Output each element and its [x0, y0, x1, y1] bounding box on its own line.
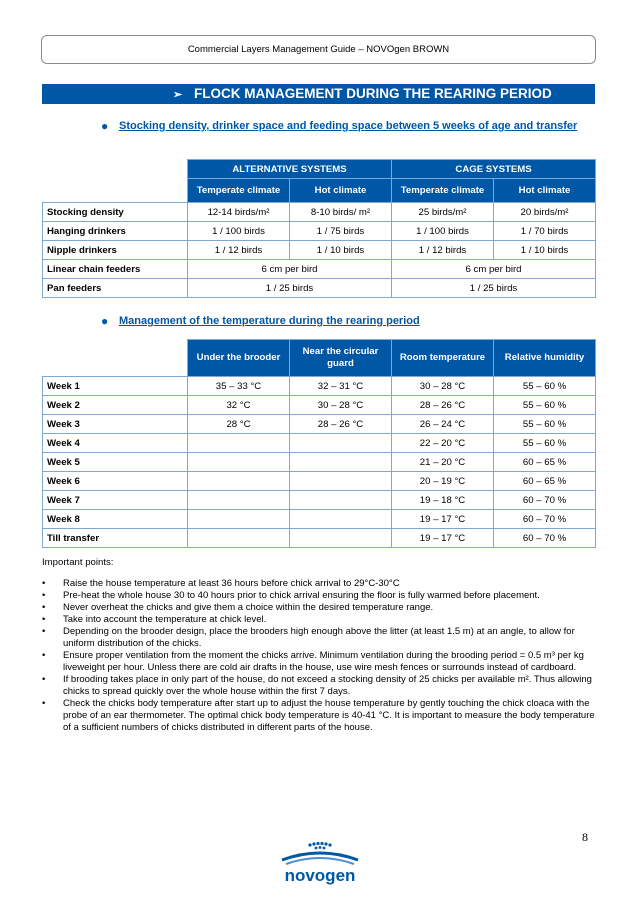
subheader-alt-hot: Hot climate [290, 179, 392, 203]
table-row [43, 260, 596, 279]
cell: 55 – 60 % [494, 415, 596, 434]
point-text: Pre-heat the whole house 30 to 40 hours prior to chick arrival ensuring the floor is fully warmed before placement. [63, 590, 540, 601]
cell [290, 434, 392, 453]
cell: 60 – 65 % [494, 453, 596, 472]
list-item [42, 614, 595, 626]
cell [290, 453, 392, 472]
temperature-table [42, 339, 596, 548]
row-label: Week 1 [43, 377, 188, 396]
group-header-alternative: ALTERNATIVE SYSTEMS [188, 160, 392, 179]
cell: 1 / 70 birds [494, 222, 596, 241]
subheader-cage-temperate: Temperate climate [392, 179, 494, 203]
cell: 55 – 60 % [494, 396, 596, 415]
cell: 1 / 100 birds [392, 222, 494, 241]
page-number: 8 [582, 830, 588, 844]
row-label: Week 3 [43, 415, 188, 434]
cell: 1 / 10 birds [494, 241, 596, 260]
table-row [43, 434, 596, 453]
cell: 19 – 18 °C [392, 491, 494, 510]
bullet-icon: • [42, 698, 46, 709]
list-item [42, 578, 595, 590]
header-relative-humidity: Relative humidity [494, 340, 596, 377]
point-text: If brooding takes place in only part of the house, do not exceed a stocking density of 25 chicks per available m². Thus allowing chicks to spread quickly over the whole house within the first 7 days. [63, 674, 592, 697]
row-label: Linear chain feeders [43, 260, 188, 279]
list-item [42, 590, 595, 602]
cell [188, 510, 290, 529]
cell [290, 491, 392, 510]
table-row [43, 377, 596, 396]
table-row [43, 203, 596, 222]
list-item [42, 674, 595, 698]
cell: 19 – 17 °C [392, 529, 494, 548]
cell [290, 472, 392, 491]
cell: 60 – 70 % [494, 510, 596, 529]
cell: 30 – 28 °C [290, 396, 392, 415]
cell: 28 – 26 °C [290, 415, 392, 434]
list-item [42, 602, 595, 614]
table-row [43, 472, 596, 491]
cell [188, 453, 290, 472]
point-text: Raise the house temperature at least 36 hours before chick arrival to 29°C-30°C [63, 578, 400, 589]
bullet-icon: • [42, 578, 46, 589]
cell: 35 – 33 °C [188, 377, 290, 396]
row-label: Week 4 [43, 434, 188, 453]
table-row [43, 491, 596, 510]
cell: 28 °C [188, 415, 290, 434]
header-title: Commercial Layers Management Guide – NOVOgen BROWN [187, 44, 450, 55]
point-text: Check the chicks body temperature after start up to adjust the house temperature by gently touching the chick cloaca with the probe of an ear thermometer. The optimal chick body temperature is 40-41 °C. It is important to measure the body temperature of a sufficient numbers of chicks distributed in different parts of the house. [63, 698, 595, 733]
cell [290, 529, 392, 548]
list-item [42, 698, 595, 734]
cell: 20 birds/m² [494, 203, 596, 222]
bullet-icon: • [42, 614, 46, 625]
cell: 60 – 70 % [494, 529, 596, 548]
table-corner-blank [43, 340, 188, 377]
important-points-list [42, 578, 595, 734]
subsection-title-stocking: Stocking density, drinker space and feeding space between 5 weeks of age and transfer [119, 120, 578, 132]
row-label: Week 7 [43, 491, 188, 510]
cell [188, 472, 290, 491]
row-label: Nipple drinkers [43, 241, 188, 260]
novogen-logo [270, 838, 370, 888]
table-row [43, 396, 596, 415]
logo-text: novogen [284, 866, 356, 885]
row-label: Pan feeders [43, 279, 188, 298]
cell: 8-10 birds/ m² [290, 203, 392, 222]
header-near-guard: Near the circular guard [290, 340, 392, 377]
section-heading-bar [42, 84, 595, 104]
table-row [43, 529, 596, 548]
cell [188, 491, 290, 510]
header-under-brooder: Under the brooder [188, 340, 290, 377]
cell: 28 – 26 °C [392, 396, 494, 415]
cell [188, 529, 290, 548]
running-header [41, 35, 596, 64]
bullet-icon: • [42, 602, 46, 613]
bullet-icon: • [42, 626, 46, 637]
cell: 21 – 20 °C [392, 453, 494, 472]
row-label: Week 6 [43, 472, 188, 491]
row-label: Week 5 [43, 453, 188, 472]
bullet-dot-icon: ● [101, 119, 109, 133]
table-corner-blank [43, 160, 188, 203]
table-row [43, 453, 596, 472]
cell: 20 – 19 °C [392, 472, 494, 491]
bullet-dot-icon: ● [101, 314, 109, 328]
table-row [43, 222, 596, 241]
table-row [43, 279, 596, 298]
cell: 1 / 12 birds [392, 241, 494, 260]
cell: 1 / 25 birds [188, 279, 392, 298]
cell: 1 / 75 birds [290, 222, 392, 241]
cell: 26 – 24 °C [392, 415, 494, 434]
row-label: Stocking density [43, 203, 188, 222]
subheader-cage-hot: Hot climate [494, 179, 596, 203]
stocking-density-table [42, 159, 596, 298]
row-label: Week 8 [43, 510, 188, 529]
table-row [43, 510, 596, 529]
cell: 25 birds/m² [392, 203, 494, 222]
arrow-bullet-icon: ➢ [173, 89, 183, 101]
list-item [42, 626, 595, 650]
point-text: Never overheat the chicks and give them a choice within the desired temperature range. [63, 602, 434, 613]
row-label: Till transfer [43, 529, 188, 548]
cell: 1 / 10 birds [290, 241, 392, 260]
bullet-icon: • [42, 590, 46, 601]
cell: 55 – 60 % [494, 434, 596, 453]
cell: 1 / 12 birds [188, 241, 290, 260]
cell: 6 cm per bird [188, 260, 392, 279]
cell [290, 510, 392, 529]
group-header-cage: CAGE SYSTEMS [392, 160, 596, 179]
point-text: Ensure proper ventilation from the moment the chicks arrive. Minimum ventilation during the brooding period = 0.5 m³ per kg liveweight per hour. Unless there are cold air drafts in the house, use wire mesh fences or surrounds instead of cardboard. [63, 650, 584, 673]
cell: 55 – 60 % [494, 377, 596, 396]
cell: 60 – 65 % [494, 472, 596, 491]
cell: 22 – 20 °C [392, 434, 494, 453]
table-row [43, 241, 596, 260]
cell: 12-14 birds/m² [188, 203, 290, 222]
header-room-temperature: Room temperature [392, 340, 494, 377]
cell: 60 – 70 % [494, 491, 596, 510]
subsection-title-temperature: Management of the temperature during the rearing period [119, 315, 420, 327]
point-text: Depending on the brooder design, place the brooders high enough above the litter (at least 1.5 m) at an angle, to allow for uniform distribution of the chicks. [63, 626, 575, 649]
cell [188, 434, 290, 453]
point-text: Take into account the temperature at chick level. [63, 614, 267, 625]
cell: 19 – 17 °C [392, 510, 494, 529]
cell: 32 – 31 °C [290, 377, 392, 396]
cell: 1 / 100 birds [188, 222, 290, 241]
table-row [43, 415, 596, 434]
cell: 6 cm per bird [392, 260, 596, 279]
important-points-title: Important points: [42, 557, 114, 568]
cell: 32 °C [188, 396, 290, 415]
bullet-icon: • [42, 674, 46, 685]
row-label: Week 2 [43, 396, 188, 415]
list-item [42, 650, 595, 674]
cell: 30 – 28 °C [392, 377, 494, 396]
row-label: Hanging drinkers [43, 222, 188, 241]
cell: 1 / 25 birds [392, 279, 596, 298]
section-title: FLOCK MANAGEMENT DURING THE REARING PERIOD [193, 86, 552, 101]
bullet-icon: • [42, 650, 46, 661]
subheader-alt-temperate: Temperate climate [188, 179, 290, 203]
